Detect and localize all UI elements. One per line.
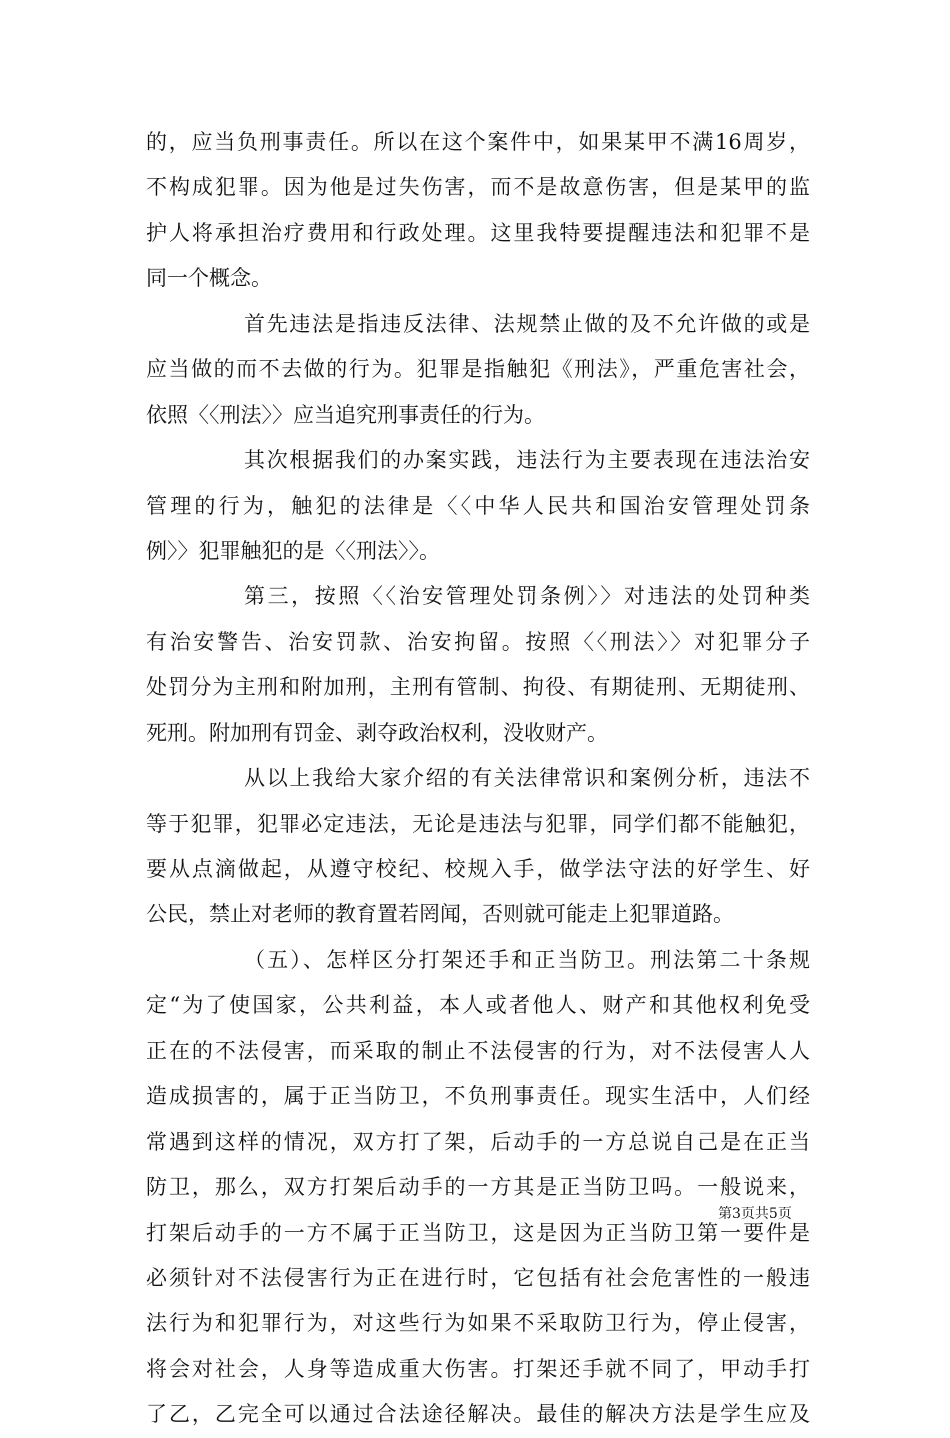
text-line: 其次根据我们的办案实践，违法行为主要表现在违法治安 — [244, 448, 810, 473]
text-line: 首先违法是指违反法律、法规禁止做的及不允许做的或是 — [244, 311, 810, 336]
text-line: 等于犯罪，犯罪必定违法，无论是违法与犯罪，同学们都不能触犯， — [146, 811, 810, 836]
text-line: 护人将承担治疗费用和行政处理。这里我特要提醒违法和犯罪不是 — [146, 220, 810, 245]
text-line: 正在的不法侵害，而采取的制止不法侵害的行为，对不法侵害人人 — [146, 1038, 810, 1063]
text-line: 同一个概念。 — [146, 266, 272, 291]
text-line: 处罚分为主刑和附加刑，主刑有管制、拘役、有期徒刑、无期徒刑、 — [146, 675, 810, 700]
text-line: 打架后动手的一方不属于正当防卫，这是因为正当防卫第一要件是 — [146, 1220, 810, 1245]
text-line: （五）、怎样区分打架还手和正当防卫。刑法第二十条规 — [244, 947, 810, 972]
text-line: 定“为了使国家，公共利益，本人或者他人、财产和其他权利免受 — [146, 993, 810, 1018]
text-line: 管理的行为，触犯的法律是〈〈中华人民共和国治安管理处罚条 — [146, 493, 810, 518]
text-line: 依照〈〈刑法〉〉应当追究刑事责任的行为。 — [146, 402, 545, 427]
text-line: 死刑。附加刑有罚金、剥夺政治权利，没收财产。 — [146, 720, 608, 745]
text-line: 要从点滴做起，从遵守校纪、校规入手，做学法守法的好学生、好 — [146, 857, 810, 881]
text-line: 从以上我给大家介绍的有关法律常识和案例分析，违法不 — [244, 766, 810, 791]
text-line: 将会对社会，人身等造成重大伤害。打架还手就不同了，甲动手打 — [146, 1356, 810, 1381]
text-line: 第三，按照〈〈治安管理处罚条例〉〉对违法的处罚种类 — [244, 584, 810, 609]
text-line: 有治安警告、治安罚款、治安拘留。按照〈〈刑法〉〉对犯罪分子 — [146, 629, 810, 654]
text-line: 法行为和犯罪行为，对这些行为如果不采取防卫行为，停止侵害， — [146, 1311, 810, 1336]
text-line: 必须针对不法侵害行为正在进行时，它包括有社会危害性的一般违 — [146, 1265, 810, 1290]
text-line: 不构成犯罪。因为他是过失伤害，而不是故意伤害，但是某甲的监 — [146, 175, 810, 200]
text-line: 了乙，乙完全可以通过合法途径解决。最佳的解决方法是学生应及 — [146, 1402, 810, 1427]
text-line: 例〉〉犯罪触犯的是〈〈刑法〉〉。 — [146, 538, 440, 563]
text-line: 的，应当负刑事责任。所以在这个案件中，如果某甲不满16周岁， — [146, 130, 810, 154]
page-footer: 第3页共5页 — [718, 1206, 792, 1222]
body-text — [146, 120, 810, 1438]
text-line: 常遇到这样的情况，双方打了架，后动手的一方总说自己是在正当 — [146, 1129, 810, 1154]
text-line: 造成损害的，属于正当防卫，不负刑事责任。现实生活中，人们经 — [146, 1084, 810, 1109]
text-line: 公民，禁止对老师的教育置若罔闻，否则就可能走上犯罪道路。 — [146, 902, 734, 927]
text-line: 防卫，那么，双方打架后动手的一方其是正当防卫吗。一般说来， — [146, 1175, 810, 1200]
text-line: 应当做的而不去做的行为。犯罪是指触犯《刑法》，严重危害社会， — [146, 357, 810, 382]
